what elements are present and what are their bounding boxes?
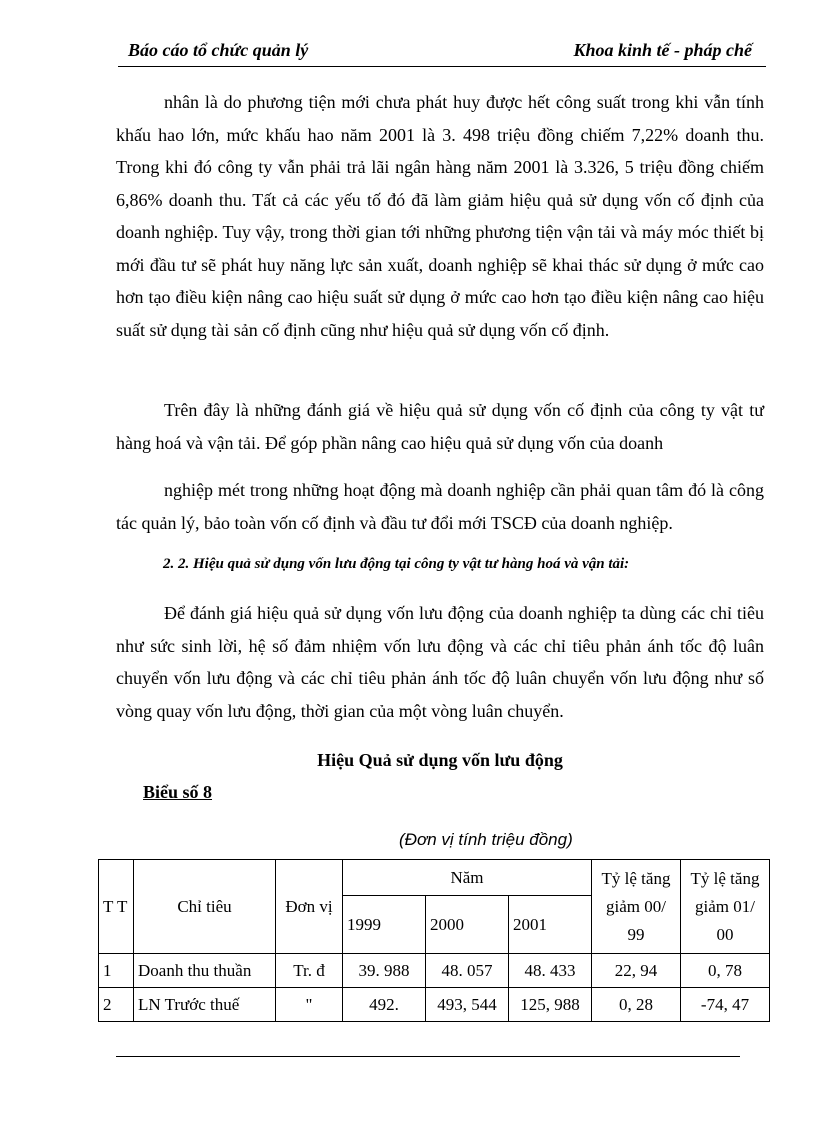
row-rate-00-99: 0, 28	[592, 988, 681, 1022]
paragraph-block-4	[116, 597, 764, 727]
paragraph-4: Để đánh giá hiệu quả sử dụng vốn lưu động của doanh nghiệp ta dùng các chỉ tiêu như sức sinh lời, hệ số đảm nhiệm vốn lưu động và các chỉ tiêu phản ánh tốc độ luân chuyển vốn lưu động và các chỉ tiêu phản ánh tốc độ luân chuyển vốn lưu động như số vòng quay vốn lưu động, thời gian của một vòng luân chuyển.	[116, 603, 764, 721]
paragraph-3: nghiệp mét trong những hoạt động mà doanh nghiệp cần phải quan tâm đó là công tác quản lý, bảo toàn vốn cố định và đầu tư đổi mới TSCĐ của doanh nghiệp.	[116, 480, 764, 533]
row-1999: 492.	[343, 988, 426, 1022]
header-year-2001: 2001	[509, 896, 592, 954]
row-don-vi: Tr. đ	[276, 954, 343, 988]
row-chi-tieu: LN Trước thuế	[134, 988, 276, 1022]
row-rate-01-00: -74, 47	[681, 988, 770, 1022]
row-tt: 2	[99, 988, 134, 1022]
header-rate-00-99: Tỷ lệ tăng giảm 00/ 99	[592, 860, 681, 954]
table-header-row	[99, 860, 770, 896]
row-rate-01-00: 0, 78	[681, 954, 770, 988]
row-1999: 39. 988	[343, 954, 426, 988]
paragraph-2: Trên đây là những đánh giá về hiệu quả sử dụng vốn cố định của công ty vật tư hàng hoá và vận tải. Để góp phần nâng cao hiệu quả sử dụng vốn của doanh	[116, 400, 764, 453]
header-rate-01-00: Tỷ lệ tăng giảm 01/ 00	[681, 860, 770, 954]
row-tt: 1	[99, 954, 134, 988]
header-left-title: Báo cáo tổ chức quản lý	[128, 40, 309, 60]
paragraph-block-2	[116, 394, 764, 459]
header-don-vi: Đơn vị	[276, 860, 343, 954]
paragraph-1: nhân là do phương tiện mới chưa phát huy được hết công suất trong khi vẫn tính khấu hao lớn, mức khấu hao năm 2001 là 3. 498 triệu đồng chiếm 7,22% doanh thu. Trong khi đó công ty vẫn phải trả lãi ngân hàng năm 2001 là 3.326, 5 triệu đồng chiếm 6,86% doanh thu. Tất cả các yếu tố đó đã làm giảm hiệu quả sử dụng vốn cố định của doanh nghiệp. Tuy vậy, trong thời gian tới những phương tiện vận tải và máy móc thiết bị mới đầu tư sẽ phát huy năng lực sản xuất, doanh nghiệp sẽ khai thác sử dụng ở mức cao hơn tạo điều kiện nâng cao hiệu suất sử dụng ở mức cao hơn tạo điều kiện nâng cao hiệu suất sử dụng tài sản cố định cũng như hiệu quả sử dụng vốn cố định.	[116, 92, 764, 340]
table-row	[99, 954, 770, 988]
table-row	[99, 988, 770, 1022]
efficiency-table	[98, 859, 770, 1022]
row-rate-00-99: 22, 94	[592, 954, 681, 988]
header-year-1999: 1999	[343, 896, 426, 954]
row-don-vi: "	[276, 988, 343, 1022]
row-2000: 48. 057	[426, 954, 509, 988]
table-title: Hiệu Quả sử dụng vốn lưu động	[317, 750, 563, 770]
header-chi-tieu: Chỉ tiêu	[134, 860, 276, 954]
header-right-title: Khoa kinh tế - pháp chế	[573, 40, 752, 60]
row-2001: 125, 988	[509, 988, 592, 1022]
row-2001: 48. 433	[509, 954, 592, 988]
header-year-2000: 2000	[426, 896, 509, 954]
table-label: Biểu số 8	[143, 782, 213, 802]
row-2000: 493, 544	[426, 988, 509, 1022]
footer-divider	[116, 1056, 740, 1057]
paragraph-block-3	[116, 474, 764, 539]
row-chi-tieu: Doanh thu thuần	[134, 954, 276, 988]
page-header	[118, 38, 766, 67]
paragraph-continuation	[116, 86, 764, 346]
header-nam: Năm	[343, 860, 592, 896]
header-tt: T T	[99, 860, 134, 954]
section-heading: 2. 2. Hiệu quả sử dụng vốn lưu động tại công ty vật tư hàng hoá và vận tải:	[163, 556, 630, 572]
table-unit: (Đơn vị tính triệu đồng)	[399, 830, 573, 849]
